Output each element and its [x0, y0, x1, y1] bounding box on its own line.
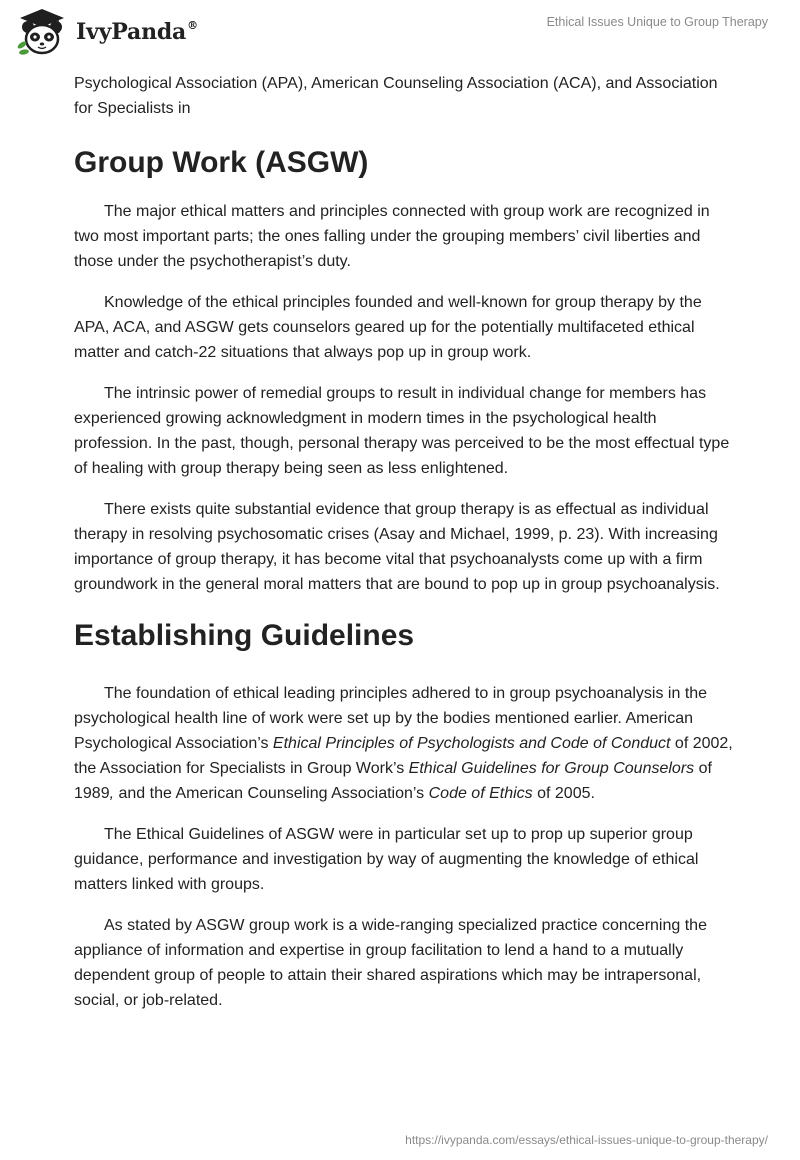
section-heading-establishing-guidelines: Establishing Guidelines [74, 619, 415, 652]
section-heading-group-work: Group Work (ASGW) [74, 146, 369, 179]
panda-logo-icon [14, 7, 70, 57]
paragraph: There exists quite substantial evidence that group therapy is as effectual as individual therapy in resolving psychosomatic crises (Asay and Michael, 1999, p. 23). With increasing importance of group therapy, it has become vital that psychoanalysts come up with a firm groundwork in the general moral matters that are bound to pop up in group psychoanalysis. [74, 501, 720, 593]
citation-title: Ethical Guidelines for Group Counselors [408, 760, 695, 777]
document-title: Ethical Issues Unique to Group Therapy [546, 15, 768, 29]
brand-logo[interactable] [14, 7, 198, 57]
page-header [0, 0, 800, 70]
paragraph: The foundation of ethical leading principles adhered to in group psychoanalysis in the psychological health line of work were set up by the bodies mentioned earlier. American Psychological Association’s Ethical Principles of Psychologists and Code of Conduct of 2002, the Association for Specialists in Group Work’s Ethical Guidelines for Group Counselors of 1989, and the American Counseling Association’s Code of Ethics of 2005. [74, 685, 733, 802]
intro-paragraph: Psychological Association (APA), American Counseling Association (ACA), and Association for Specialists in [74, 75, 718, 117]
source-url[interactable]: https://ivypanda.com/essays/ethical-issues-unique-to-group-therapy/ [405, 1133, 768, 1147]
paragraph: Knowledge of the ethical principles founded and well-known for group therapy by the APA, ACA, and ASGW gets counselors geared up for the potentially multifaceted ethical matter and catch-22 situations that always pop up in group work. [74, 294, 702, 361]
paragraph: The major ethical matters and principles connected with group work are recognized in two most important parts; the ones falling under the grouping members’ civil liberties and those under the psychotherapist’s duty. [74, 203, 710, 270]
citation-title: Code of Ethics [428, 785, 533, 802]
paragraph: As stated by ASGW group work is a wide-ranging specialized practice concerning the appliance of information and expertise in group facilitation to lend a hand to a mutually dependent group of people to attain their shared aspirations which may be intrapersonal, social, or job-related. [74, 917, 707, 1009]
essay-content [74, 71, 734, 1013]
paragraph: The intrinsic power of remedial groups to result in individual change for members has experienced growing acknowledgment in modern times in the psychological health profession. In the past, though, personal therapy was perceived to be the most effectual type of healing with group therapy being seen as less enlightened. [74, 385, 730, 477]
citation-title: Ethical Principles of Psychologists and Code of Conduct [272, 735, 671, 752]
brand-name: IvyPanda® [76, 19, 198, 45]
paragraph: The Ethical Guidelines of ASGW were in particular set up to prop up superior group guidance, performance and investigation by way of augmenting the knowledge of ethical matters linked with groups. [74, 826, 699, 893]
